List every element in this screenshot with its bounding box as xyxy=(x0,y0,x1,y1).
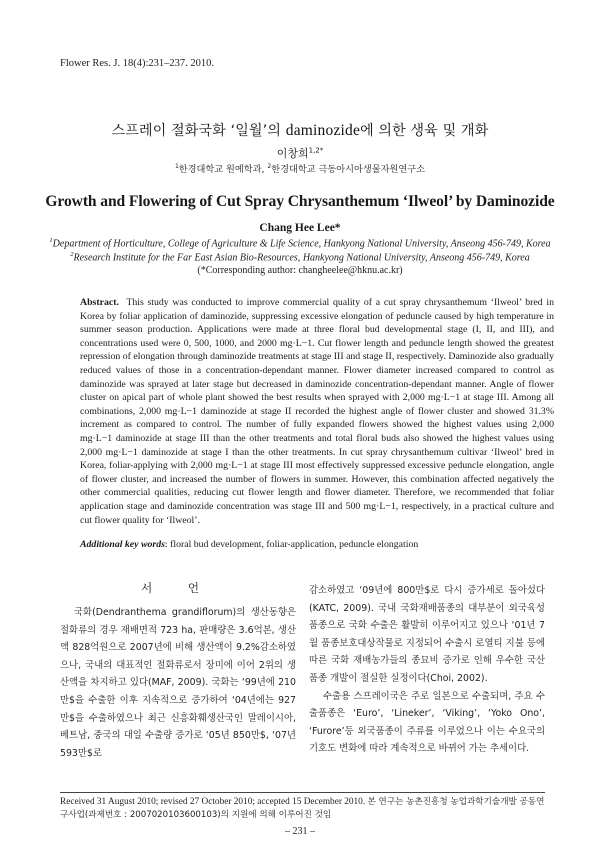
korean-title-pre: 스프레이 절화국화 ‘일월’의 xyxy=(111,123,286,139)
footnote-funding: 본 연구는 농촌진흥청 농업과학기술개발 공동연구사업(과제번호 : 2007020103600103)의 지원에 의해 이루어진 것임 xyxy=(60,797,545,820)
english-affiliation-2 xyxy=(0,251,600,263)
footnote-received: Received 31 August 2010; revised 27 October 2010; accepted 15 December 2010. xyxy=(60,797,368,807)
intro-left-paragraph: 국화(Dendranthema grandiflorum)의 생산동향은 절화류의 경우 재배면적 723 ha, 판매량은 3.6억본, 생산액 828억원으로 2007년에 비해 생산액이 9.2%감소하였으나, 국내의 대표적인 절화류로서 장미에 이어 2위의 생산액을 차지하고 있다(MAF, 2009). 국화는 ‘99년에 210만$을 수출한 이후 지속적으로 증가하여 ‘04년에는 927만$을 수출하였으나 최근 신흥화훼생산국인 말레이시아, 베트남, 중국의 대일 수출량 증가로 ‘05년 850만$, ‘07년 593만$로 xyxy=(60,607,296,759)
intro-right-paragraph-2: 수출용 스프레이국은 주로 일본으로 수출되며, 주요 수출품종은 ‘Euro’, ‘Lineker’, ‘Viking’, ‘Yoko Ono’, ‘Furore’등 외국품종이 주류를 이루었으나 이는 수요국의 기호도 변화에 따라 계속적으로 바뀌어 가는 추세이다. xyxy=(309,690,545,755)
keywords-text: : floral bud development, foliar-application, peduncle elongation xyxy=(164,539,419,550)
keywords-label: Additional key words xyxy=(80,539,165,550)
korean-author xyxy=(0,145,600,161)
korean-title-post: 에 의한 생육 및 개화 xyxy=(360,123,489,139)
en-affil-text-1: Department of Horticulture, College of Agriculture & Life Science, Hankyong National University, Anseong 456-749, Korea xyxy=(52,238,551,250)
affil-sup-1: 1 xyxy=(174,162,179,170)
abstract-label: Abstract. xyxy=(80,297,119,308)
en-affil-sup-1: 1 xyxy=(49,237,53,244)
english-affiliation-1 xyxy=(0,237,600,249)
english-author: Chang Hee Lee* xyxy=(259,222,341,234)
corresponding-author: (*Corresponding author: changheelee@hknu.ac.kr) xyxy=(197,265,403,276)
korean-author-name: 이창희 xyxy=(276,147,309,160)
korean-affiliation xyxy=(0,161,600,175)
en-affil-text-2: Research Institute for the Far East Asian Bio-Resources, Hankyong National University, Anseong 456-749, Korea xyxy=(73,252,530,264)
keywords xyxy=(80,538,554,551)
intro-heading: 서 언 xyxy=(141,581,215,595)
korean-affiliation-1: 한경대학교 원예학과, xyxy=(178,164,268,175)
en-affil-sup-2: 2 xyxy=(70,251,74,258)
intro-left-column xyxy=(60,580,296,762)
korean-title-latin: daminozide xyxy=(285,122,361,139)
footnote xyxy=(60,796,550,821)
intro-right-column xyxy=(309,582,545,758)
affil-sup-2: 2 xyxy=(267,162,272,170)
korean-author-sup: 1,2* xyxy=(308,146,324,155)
footnote-divider xyxy=(60,792,545,793)
english-title: Growth and Flowering of Cut Spray Chrysanthemum ‘Ilweol’ by Daminozide xyxy=(45,193,555,210)
abstract xyxy=(80,296,554,527)
abstract-text: This study was conducted to improve commercial quality of a cut spray chrysanthemum ‘Ilweol’ bred in Korea by foliar application of daminozide, suppressing excessive elongation of peduncle caused by high temperature in summer season production. Applications were made at three floral bud developmental stage (I, II, and III), and concentrations used were 0, 500, 1000, and 2000 mg·L−1. Cut flower length and peduncle length showed the greatest repression of elongation through daminozide treatments at stage III and stage II, respectively. Daminozide also gradually reduced values of those in a concentration-dependant manner. Flower diameter increased compared to control as daminozide was sprayed at later stage but decreased in daminozide concentration-dependant manner. Angle of flower cluster on apical part of whole plant showed the best results when sprayed with 2,000 mg·L−1 at stage III. Among all combinations, 2,000 mg·L−1 daminozide at stage II recorded the highest angle of flower cluster and showed 31.3% increment as compared to control. The number of fully expanded flowers showed the highest values using 2,000 mg·L−1 daminozide at stage III than the other treatments and total floral buds also showed the highest values using 2,000 mg·L−1 daminozide at stage I than the other treatments. In cut spray chrysanthemum cultivar ‘Ilweol’ bred in Korea, foliar-applying with 2,000 mg·L−1 at stage III most effectively suppressed excessive peduncle elongation, angle of flower cluster, and increased the number of flowers in summer. However, this combination affected negatively the other commercial qualities, reducing cut flower length and flower diameter. Therefore, we recommended that foliar application stage and daminozide concentration was stage III and 500 mg·L−1, respectively, in a practical culture and cut flower quality for ‘Ilweol’. xyxy=(80,297,554,526)
journal-reference: Flower Res. J. 18(4):231–237. 2010. xyxy=(60,58,214,69)
korean-affiliation-2: 한경대학교 극동아시아생물자원연구소 xyxy=(271,164,426,175)
korean-title xyxy=(0,120,600,140)
intro-right-paragraph-1: 감소하였고 ‘09년에 800만$로 다시 증가세로 돌아섰다(KATC, 2009). 국내 국화재배품종의 대부분이 외국육성품종으로 국화 수출은 활발히 이루어지고 있으나 ‘01년 7월 품종보호대상작물로 지정되어 수출시 로열티 지불 등에 따른 국화 재배농가들의 종묘비 증가로 인해 우수한 국산품종 개발이 절실한 실정이다(Choi, 2002). xyxy=(309,585,545,684)
page-number: – 231 – xyxy=(285,826,315,837)
